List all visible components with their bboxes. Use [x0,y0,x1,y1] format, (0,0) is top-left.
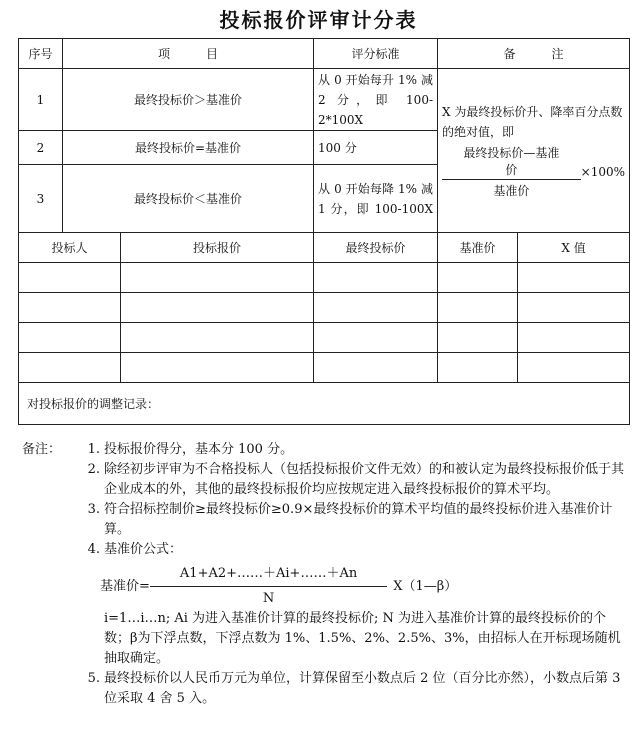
note-item-5 [22,669,627,709]
bidder-cell [438,293,518,323]
remark-text: X 为最终投标价升、降率百分点数的绝对值，即 [442,105,623,139]
row-3-item: 最终投标价＜基准价 [63,165,314,233]
table-row [19,353,630,383]
row-2-no: 2 [19,131,63,165]
note-text: 基准价公式： [104,542,183,557]
bidder-header-price: 投标报价 [121,233,314,263]
formula-explain: i=1…i…n; Ai 为进入基准价计算的最终投标价; N 为进入基准价计算的最终投标价的个数；β为下浮点数，下浮点数为 1%、1.5%、2%、2.5%、3%，由招标人在开标现场随机抽取确定。 [104,611,621,666]
bidder-cell [19,293,121,323]
bidder-cell [314,293,438,323]
bidder-cell [19,263,121,293]
page-title: 投标报价评审计分表 [219,8,418,32]
bidder-cell [121,263,314,293]
header-item: 项 目 [63,39,314,69]
bidder-cell [438,263,518,293]
row-3-standard: 从 0 开始每降 1% 减 1 分，即 100-100X [314,165,438,233]
bidder-cell [438,323,518,353]
note-item-4 [22,540,627,560]
bidder-cell [314,263,438,293]
header-standard: 评分标准 [314,39,438,69]
remark-multiplier: ×100% [580,164,626,179]
bidder-cell [438,353,518,383]
bidder-cell [518,293,630,323]
row-1-item: 最终投标价＞基准价 [63,69,314,131]
notes-label: 备注： [22,442,62,457]
note-number: 4. [87,542,100,557]
note-text: 除经初步评审为不合格投标人（包括投标报价文件无效）的和被认定为最终投标报价低于其企业成本的外，其他的最终投标报价均应按规定进入最终投标报价的算术平均。 [104,462,625,497]
row-3-no: 3 [19,165,63,233]
formula-label: 基准价= [100,578,150,594]
formula-denominator: N [262,591,275,606]
bidder-cell [121,323,314,353]
bidder-cell [19,353,121,383]
base-price-formula [100,564,627,609]
note-item-3 [22,500,627,540]
remark-formula [442,144,625,199]
row-2-standard: 100 分 [314,131,438,165]
table-row [19,293,630,323]
bidder-header-base: 基准价 [438,233,518,263]
note-number: 3. [87,502,100,517]
row-1-standard: 从 0 开始每升 1% 减 2 分，即 100-2*100X [314,69,438,131]
formula-explain-row [22,609,627,669]
note-number: 5. [87,671,100,686]
note-text: 符合招标控制价≥最终投标价≥0.9×最终投标价的算术平均值的最终投标价进入基准价计算。 [104,502,613,537]
table-row [19,323,630,353]
bidder-cell [518,353,630,383]
bidder-cell [121,353,314,383]
notes-section [22,440,627,709]
note-item-1 [22,440,627,460]
bidder-cell [314,323,438,353]
bidder-cell [19,323,121,353]
bidder-cell [518,263,630,293]
table-row [19,263,630,293]
bidder-header-x: X 值 [518,233,630,263]
header-remark: 备 注 [438,39,630,69]
formula-numerator: A1+A2+……＋Ai+……＋An [150,564,387,587]
note-number: 2. [87,462,100,477]
header-seq: 序号 [19,39,63,69]
remark-denominator: 基准价 [493,184,530,198]
score-table [18,38,630,425]
row-2-item: 最终投标价=基准价 [63,131,314,165]
note-number: 1. [87,442,100,457]
remark-numerator: 最终投标价—基准价 [442,144,581,180]
remark-cell [438,69,630,233]
bidder-header-final: 最终投标价 [314,233,438,263]
bidder-cell [314,353,438,383]
note-text: 最终投标价以人民币万元为单位，计算保留至小数点后 2 位（百分比亦然），小数点后第 3 位采取 4 舍 5 入。 [104,671,621,706]
bidder-cell [518,323,630,353]
note-item-2 [22,460,627,500]
formula-fraction [150,564,387,609]
row-1-no: 1 [19,69,63,131]
remark-fraction [442,144,581,199]
note-text: 投标报价得分，基本分 100 分。 [104,442,294,457]
bidder-header-name: 投标人 [19,233,121,263]
bidder-cell [121,293,314,323]
formula-factor: X（1—β） [393,578,458,594]
adjust-record-label: 对投标报价的调整记录： [19,383,630,425]
